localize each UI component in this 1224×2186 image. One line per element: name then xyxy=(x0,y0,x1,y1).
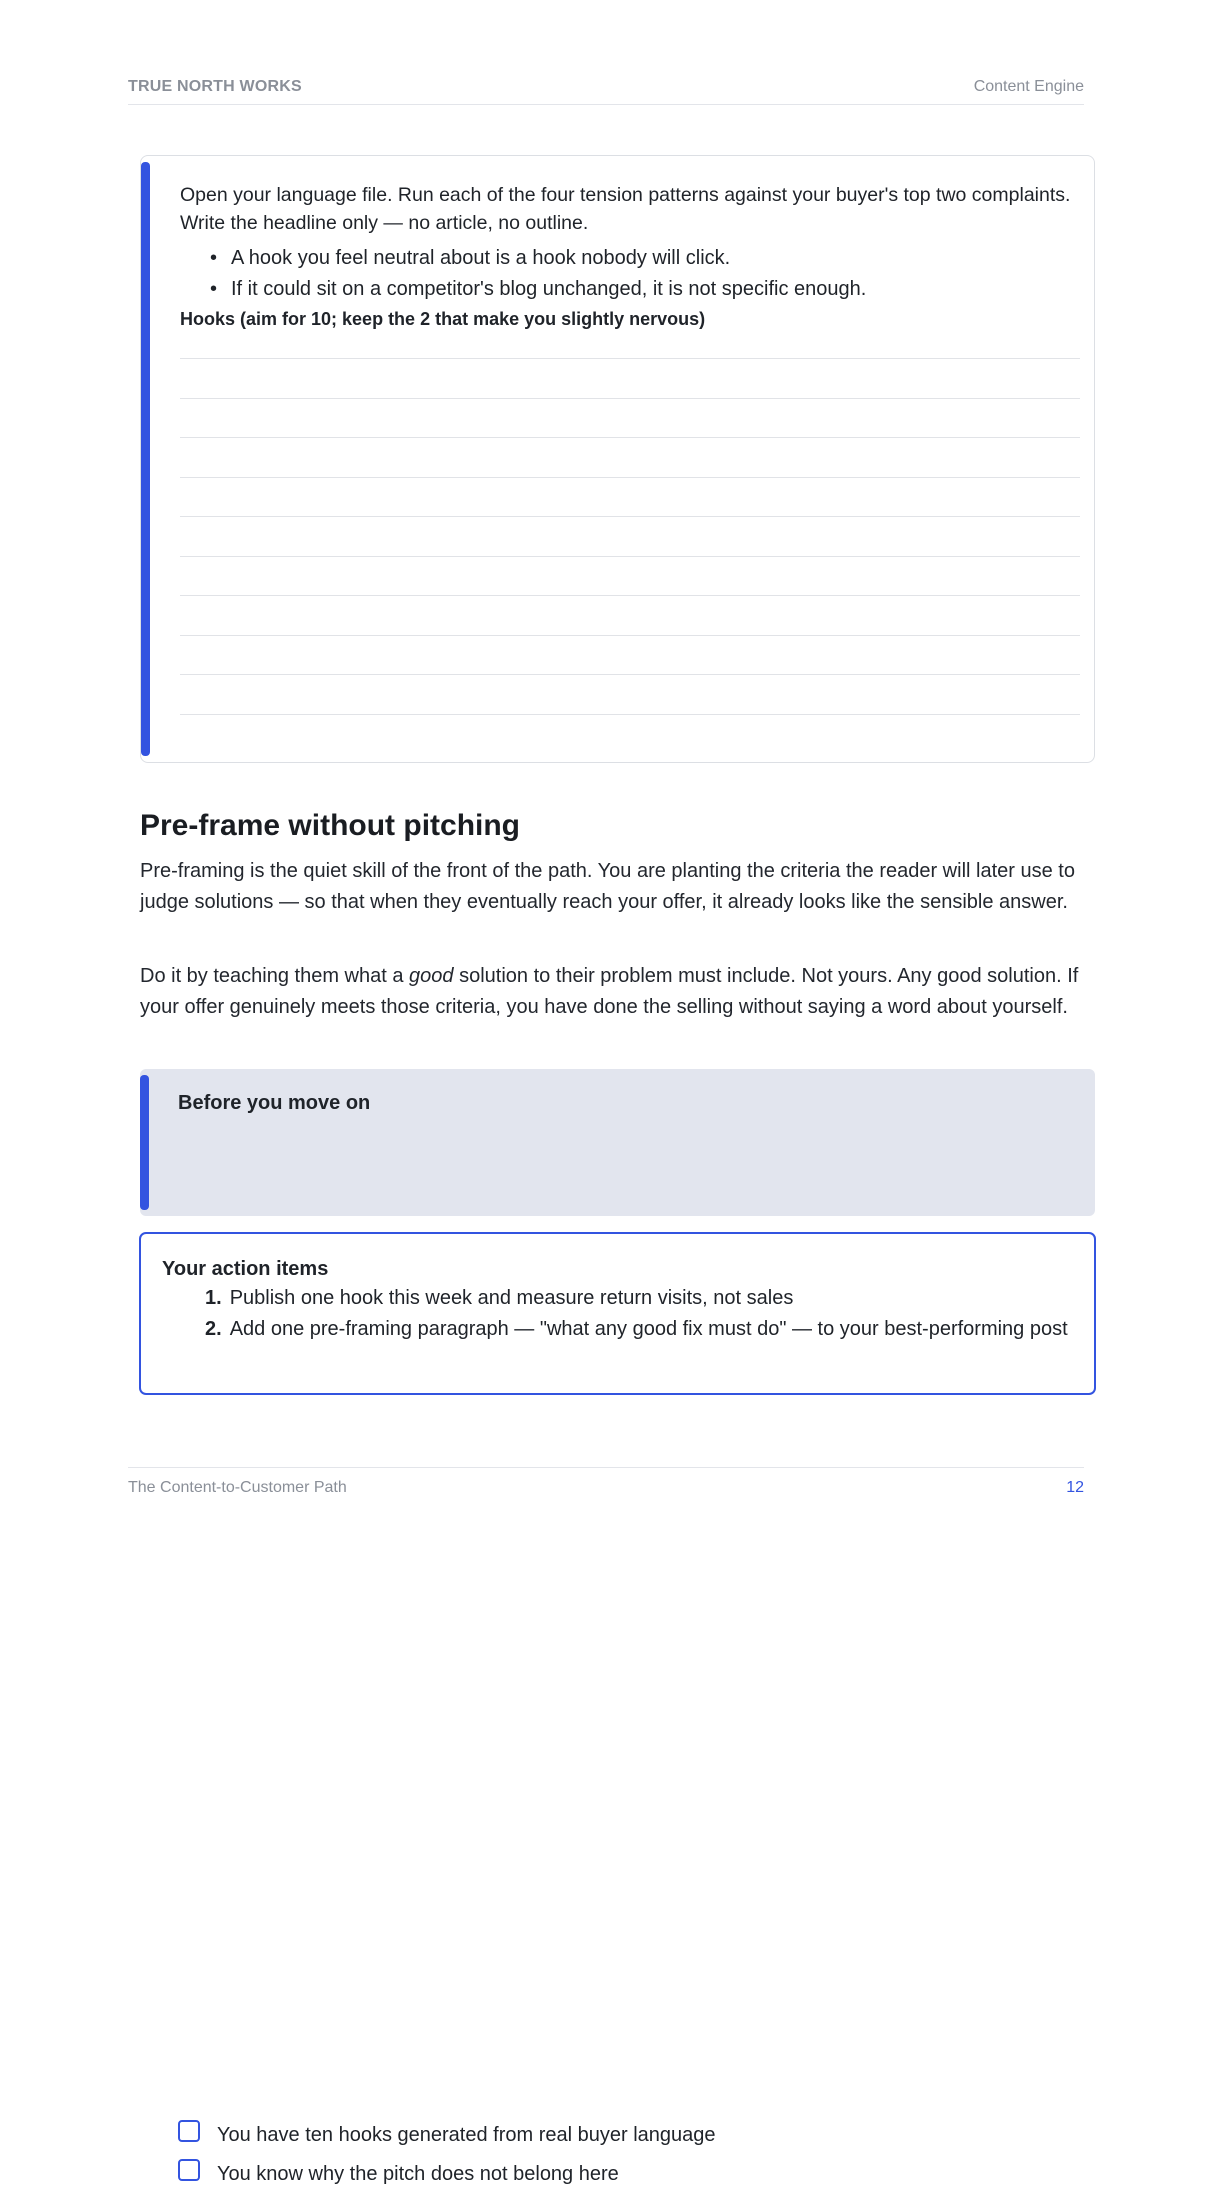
writing-line[interactable] xyxy=(180,635,1080,675)
action-item: 1. Publish one hook this week and measure return visits, not sales xyxy=(205,1287,794,1309)
bullet-dot-icon: • xyxy=(210,247,218,269)
writing-line[interactable] xyxy=(180,398,1080,438)
exercise-instructions: Open your language file. Run each of the four tension patterns against your buyer's top two complaints. Write the headline only — no article, no outline. xyxy=(180,184,1071,234)
section-paragraph: Do it by teaching them what a good solution to their problem must include. Not yours. Any good solution. If your offer genuinely meets those criteria, you have done the selling without saying a word about yourself. xyxy=(140,965,1079,1018)
action-items-title: Your action items xyxy=(162,1258,329,1280)
page-footer xyxy=(128,1467,1084,1497)
checklist-item-label: You have ten hooks generated from real buyer language xyxy=(217,2124,716,2146)
writing-line[interactable] xyxy=(180,556,1080,596)
section-paragraph: Pre-framing is the quiet skill of the front of the path. You are planting the criteria the reader will later use to judge solutions — so that when they eventually reach your offer, it already looks like the sensible answer. xyxy=(140,860,1075,913)
section-title: Pre-frame without pitching xyxy=(140,809,521,842)
writing-line[interactable] xyxy=(180,437,1080,477)
accent-bar xyxy=(141,162,150,756)
action-items-box xyxy=(139,1232,1096,1395)
checklist-title: Before you move on xyxy=(178,1092,371,1114)
writing-area[interactable] xyxy=(180,358,1080,753)
writing-line[interactable] xyxy=(180,714,1080,754)
section-label: Content Engine xyxy=(973,78,1084,95)
writing-line[interactable] xyxy=(180,595,1080,635)
action-items-list xyxy=(205,1283,1075,1345)
action-item: 2. Add one pre-framing paragraph — "what any good fix must do" — to your best-performing post xyxy=(205,1318,1068,1340)
bullet-dot-icon: • xyxy=(210,278,218,300)
emphasis-text: good xyxy=(409,965,454,987)
hooks-label: Hooks (aim for 10; keep the 2 that make you slightly nervous) xyxy=(180,309,706,329)
checkbox-icon[interactable] xyxy=(178,2159,200,2181)
checklist-item-label: You know why the pitch does not belong here xyxy=(217,2163,619,2185)
writing-line[interactable] xyxy=(180,358,1080,398)
exercise-bullets xyxy=(180,243,1080,305)
checklist-item[interactable] xyxy=(178,2124,716,2147)
writing-line[interactable] xyxy=(180,516,1080,556)
checklist-item[interactable] xyxy=(178,2163,619,2186)
bullet-item: • If it could sit on a competitor's blog unchanged, it is not specific enough. xyxy=(210,274,1080,305)
brand-name: TRUE NORTH WORKS xyxy=(128,78,302,95)
book-title: The Content-to-Customer Path xyxy=(128,1479,347,1496)
exercise-card xyxy=(140,155,1095,763)
accent-bar xyxy=(140,1075,149,1210)
page-header xyxy=(128,78,1084,105)
bullet-item: • A hook you feel neutral about is a hook nobody will click. xyxy=(210,243,1080,274)
writing-line[interactable] xyxy=(180,674,1080,714)
checkbox-icon[interactable] xyxy=(178,2120,200,2142)
writing-line[interactable] xyxy=(180,477,1080,517)
page-number: 12 xyxy=(1066,1479,1084,1496)
